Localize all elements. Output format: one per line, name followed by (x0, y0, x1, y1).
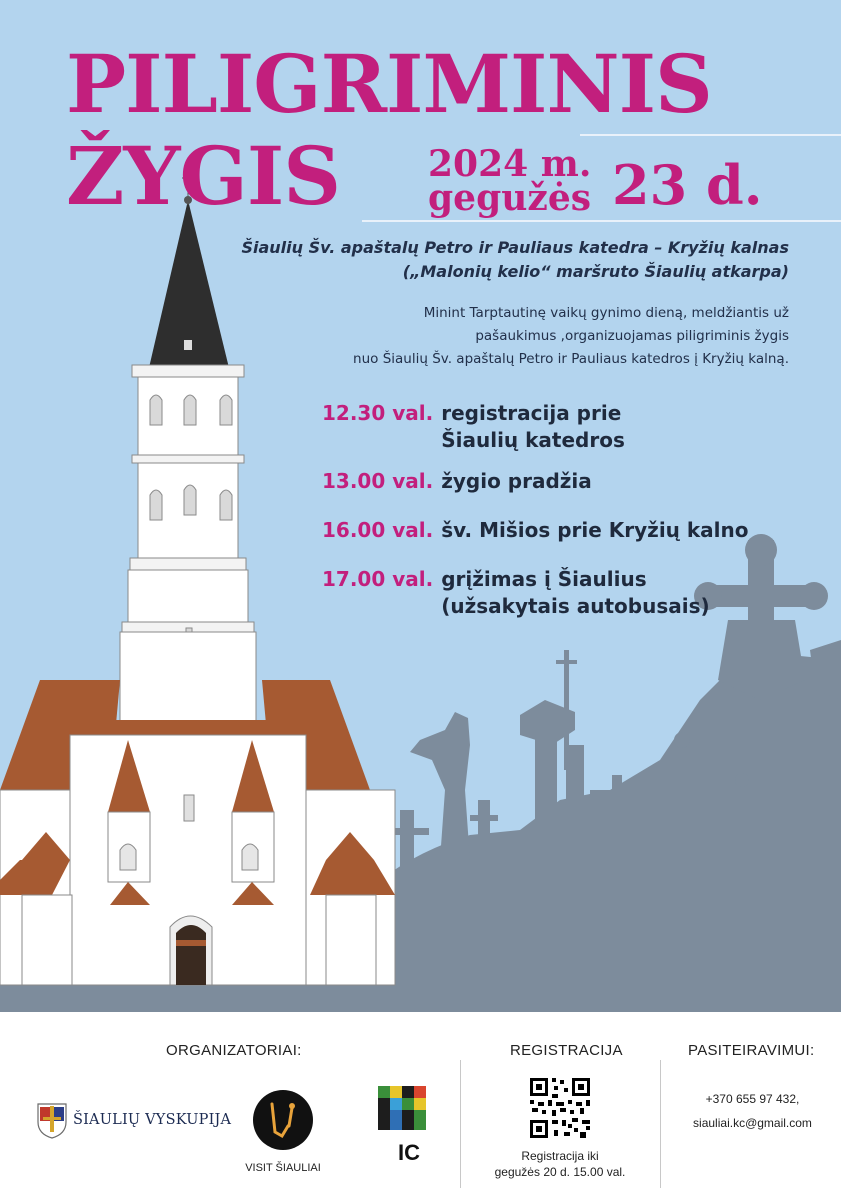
org-visit-siauliai[interactable] (244, 1086, 322, 1174)
schedule-time: 12.30 val. (322, 401, 434, 425)
visit-siauliai-logo-icon (244, 1086, 322, 1156)
schedule-time: 16.00 val. (322, 518, 434, 542)
org3-name: IC (398, 1140, 420, 1165)
title-line-2: ŽYGIS (66, 129, 341, 223)
contact-email[interactable]: siauliai.kc@gmail.com (693, 1116, 812, 1130)
org1-name: ŠIAULIŲ VYSKUPIJA (73, 1112, 232, 1128)
registration-qr-code[interactable] (528, 1076, 592, 1140)
schedule-item (322, 566, 822, 620)
schedule-activity (441, 566, 709, 620)
contact-heading: PASITEIRAVIMUI: (688, 1042, 815, 1059)
title-underline (580, 134, 841, 136)
route-line-2: („Malonių kelio“ maršruto Šiaulių atkarpa) (402, 262, 789, 281)
schedule-item (322, 468, 822, 495)
org-ic[interactable] (376, 1084, 428, 1168)
date-day: 23 d. (612, 153, 763, 217)
schedule-time: 13.00 val. (322, 469, 434, 493)
diocese-coat-of-arms-icon (34, 1100, 70, 1140)
schedule-activity-line: grįžimas į Šiaulius (441, 567, 647, 591)
footer-divider (660, 1060, 661, 1188)
schedule-activity-line: (užsakytais autobusais) (441, 594, 710, 618)
footer (0, 1012, 841, 1200)
schedule-activity: šv. Mišios prie Kryžių kalno (441, 518, 749, 542)
org2-name: VISIT ŠIAULIAI (245, 1162, 321, 1174)
schedule-time: 17.00 val. (322, 567, 434, 591)
route-line-1: Šiaulių Šv. apaštalų Petro ir Pauliaus katedra – Kryžių kalnas (241, 238, 789, 257)
schedule-item (322, 517, 822, 544)
intro-text (353, 302, 789, 371)
org-siauliu-vyskupija[interactable] (34, 1100, 231, 1140)
registration-heading: REGISTRACIJA (510, 1042, 623, 1059)
registration-note-line-1: Registracija iki (521, 1149, 599, 1163)
route-description (241, 236, 789, 284)
schedule-activity-line: registracija prie (441, 401, 622, 425)
intro-line-3: nuo Šiaulių Šv. apaštalų Petro ir Pauliaus katedros į Kryžių kalną. (353, 351, 789, 367)
schedule-activity-line: Šiaulių katedros (441, 428, 625, 452)
intro-line-2: pašaukimus ,organizuojamas piligriminis žygis (475, 328, 789, 344)
schedule-activity: žygio pradžia (441, 469, 592, 493)
schedule-activity (441, 400, 625, 454)
intro-line-1: Minint Tarptautinę vaikų gynimo dieną, meldžiantis už (423, 305, 789, 321)
date-underline (362, 220, 841, 222)
schedule-item (322, 400, 822, 454)
ic-logo-icon (376, 1084, 428, 1134)
organizers-heading: ORGANIZATORIAI: (166, 1042, 302, 1059)
registration-note (470, 1148, 650, 1180)
registration-note-line-2: gegužės 20 d. 15.00 val. (494, 1165, 626, 1179)
contact-phone[interactable]: +370 655 97 432, (705, 1092, 800, 1106)
title-line-1: PILIGRIMINIS (66, 37, 712, 131)
schedule-list (322, 400, 822, 634)
footer-divider (460, 1060, 461, 1188)
date-year: 2024 m. (428, 143, 592, 185)
date-month: gegužės (428, 177, 592, 219)
